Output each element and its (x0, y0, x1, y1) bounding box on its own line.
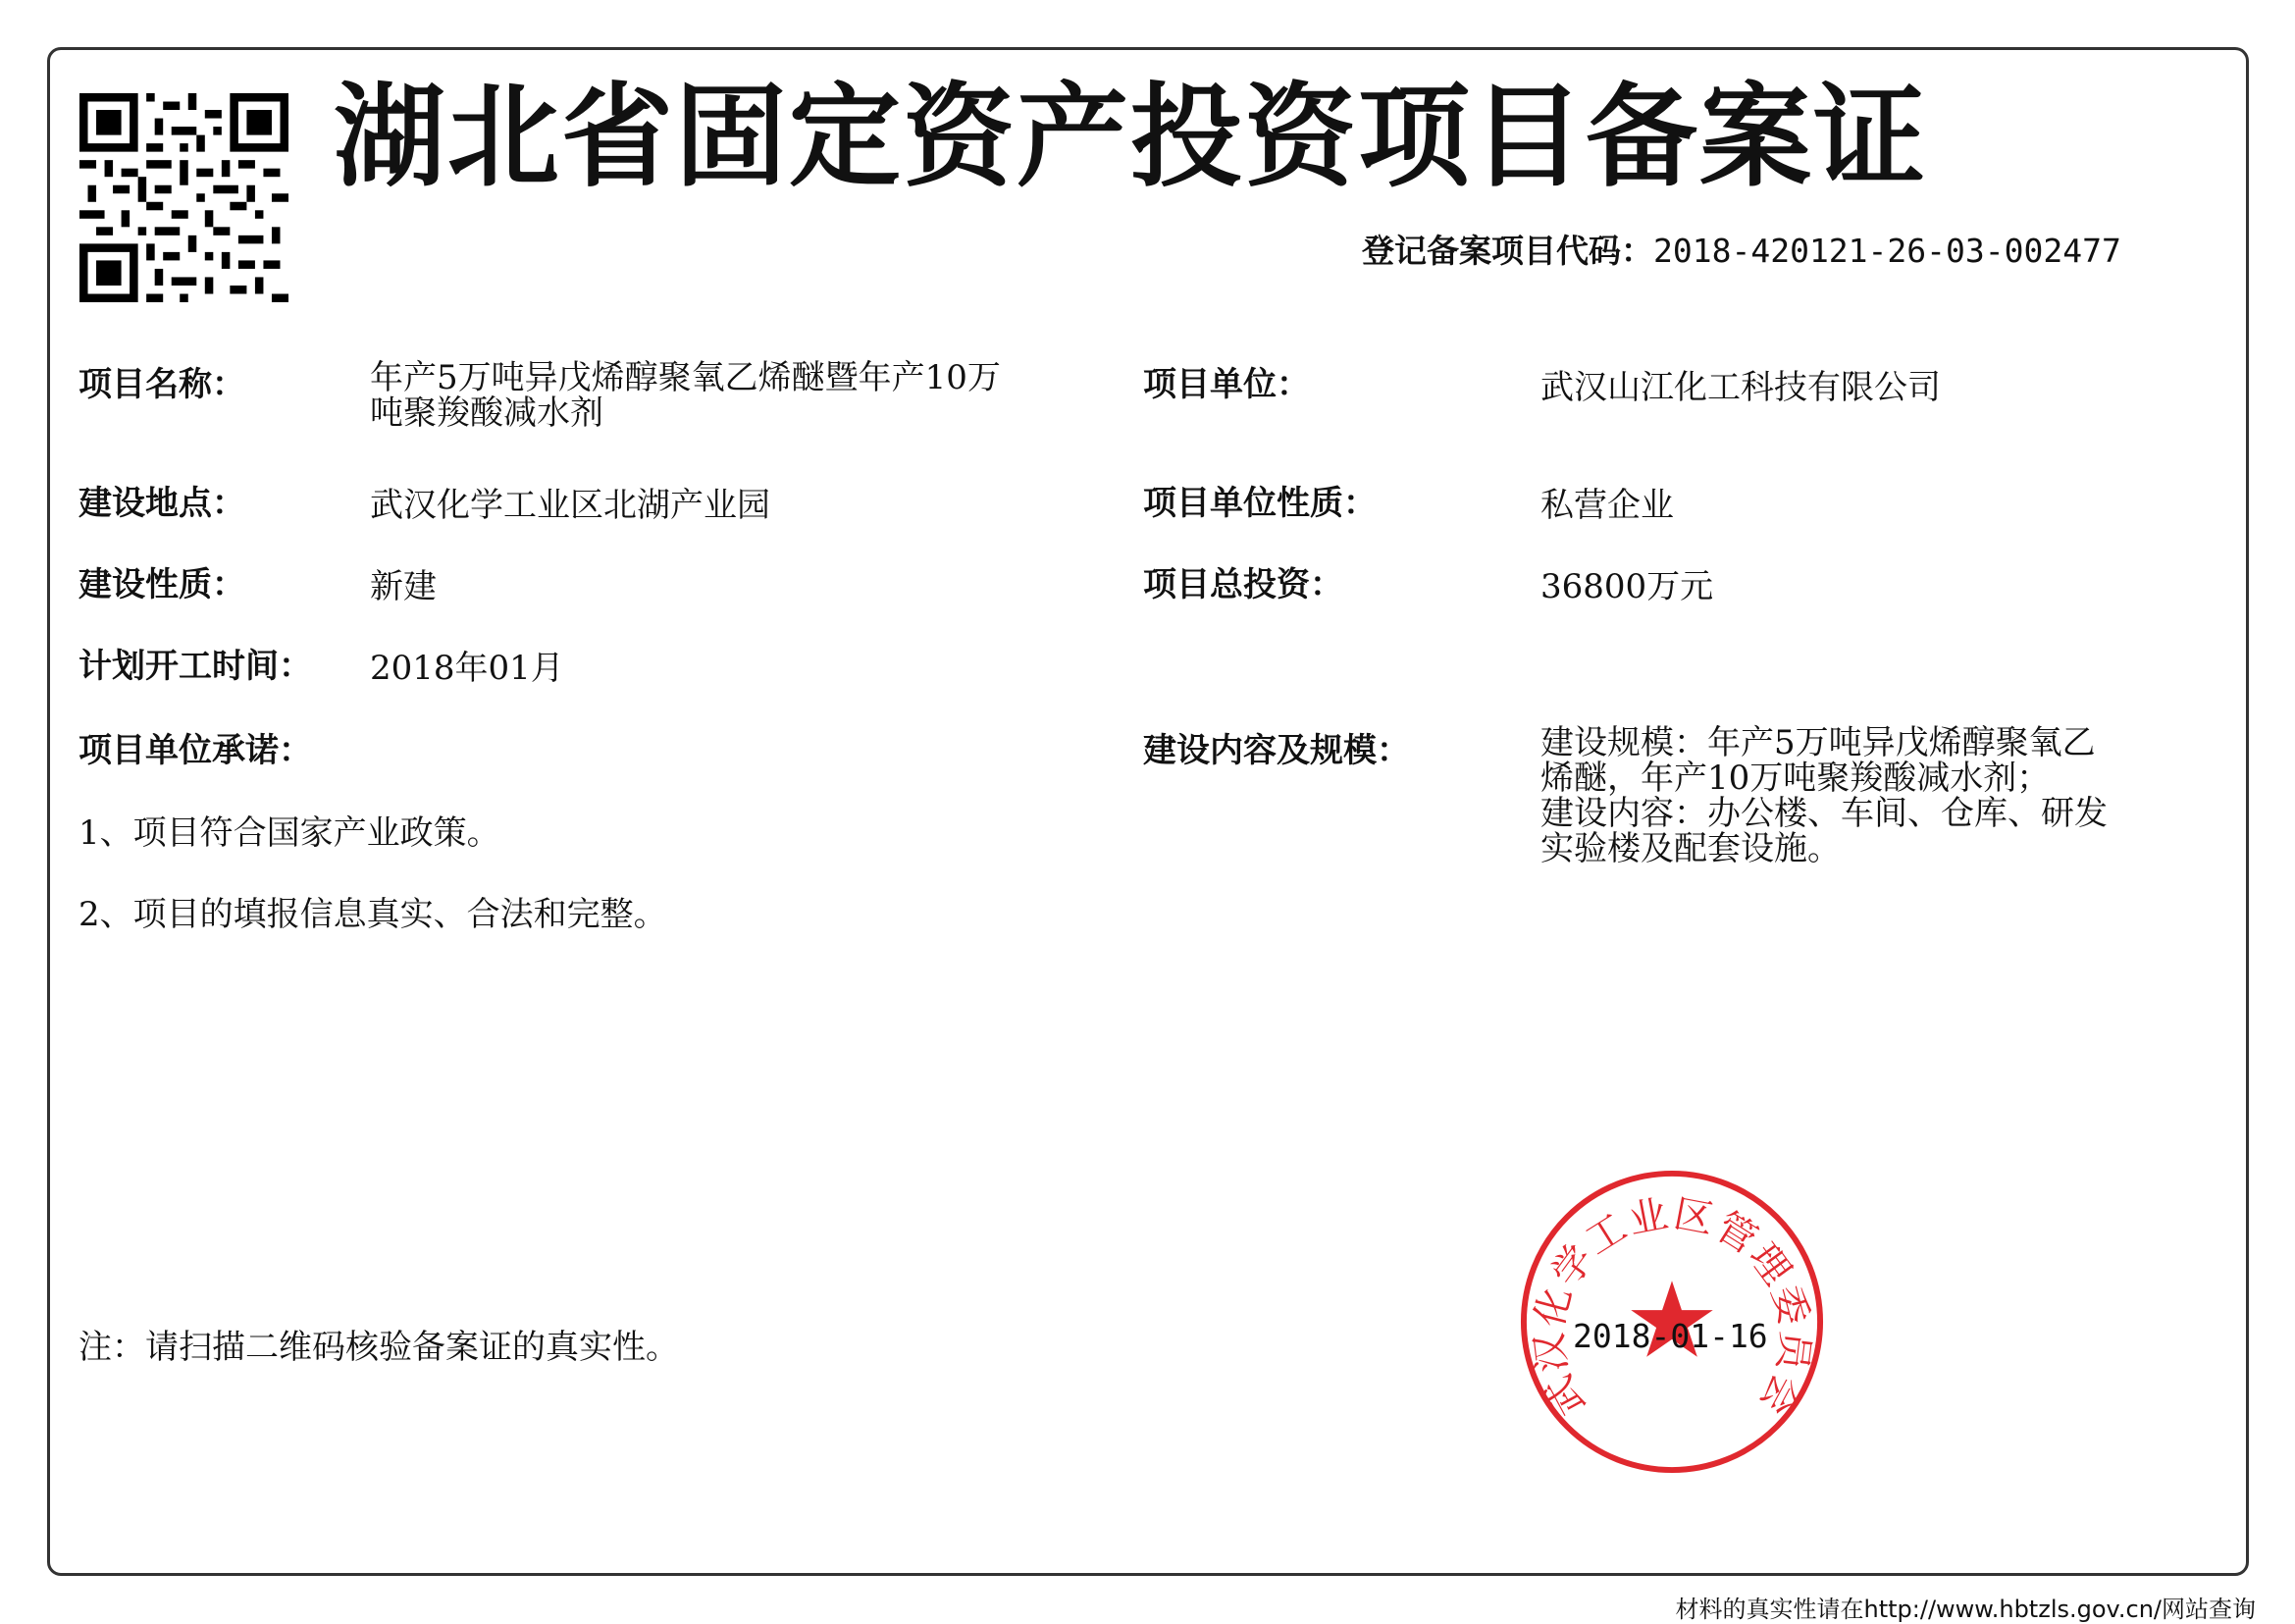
svg-text:武汉化学工业区管理委员会: 武汉化学工业区管理委员会 (1526, 1191, 1818, 1424)
location-label: 建设地点： (78, 484, 245, 523)
qr-code (79, 93, 288, 302)
total-investment-label: 项目总投资： (1143, 565, 1343, 604)
content-scale-value (1540, 725, 2178, 866)
seal-date: 2018-01-16 (1573, 1317, 1768, 1355)
project-unit-label: 项目单位： (1143, 365, 1310, 404)
unit-nature-label: 项目单位性质： (1143, 484, 1377, 523)
verification-note: 注：请扫描二维码核验备案证的真实性。 (78, 1328, 679, 1367)
footer-verification-text: 材料的真实性请在http://www.hbtzls.gov.cn/网站查询 (1675, 1596, 2256, 1623)
content-scale-line: 建设规模：年产5万吨异戊烯醇聚氧乙 (1540, 723, 2096, 762)
commitment-label: 项目单位承诺： (78, 731, 312, 770)
construction-nature-label: 建设性质： (78, 565, 245, 604)
project-name-line2: 吨聚羧酸减水剂 (370, 393, 603, 433)
content-scale-label: 建设内容及规模： (1143, 731, 1410, 770)
registration-code-value: 2018-420121-26-03-002477 (1653, 232, 2121, 270)
registration-code (1362, 226, 2121, 272)
commitment-item: 2、项目的填报信息真实、合法和完整。 (78, 895, 667, 934)
project-name-line1: 年产5万吨异戊烯醇聚氧乙烯醚暨年产10万 (370, 358, 1001, 397)
content-scale-line: 建设内容：办公楼、车间、仓库、研发 (1540, 794, 2108, 833)
total-investment-value: 36800万元 (1540, 567, 1714, 606)
construction-nature-value: 新建 (370, 567, 437, 606)
unit-nature-value: 私营企业 (1540, 486, 1674, 525)
content-scale-line: 烯醚，年产10万吨聚羧酸减水剂； (1540, 759, 2051, 798)
project-unit-value: 武汉山江化工科技有限公司 (1540, 368, 1941, 407)
registration-code-label: 登记备案项目代码： (1362, 232, 1653, 270)
location-value: 武汉化学工业区北湖产业园 (370, 486, 770, 525)
content-scale-line: 实验楼及配套设施。 (1540, 829, 1841, 868)
commitment-item: 1、项目符合国家产业政策。 (78, 813, 500, 853)
page-title: 湖北省固定资产投资项目备案证 (334, 72, 1928, 202)
project-name-label: 项目名称： (78, 365, 245, 404)
start-time-label: 计划开工时间： (78, 647, 312, 686)
start-time-value: 2018年01月 (370, 649, 564, 688)
project-name-value (370, 360, 1076, 431)
